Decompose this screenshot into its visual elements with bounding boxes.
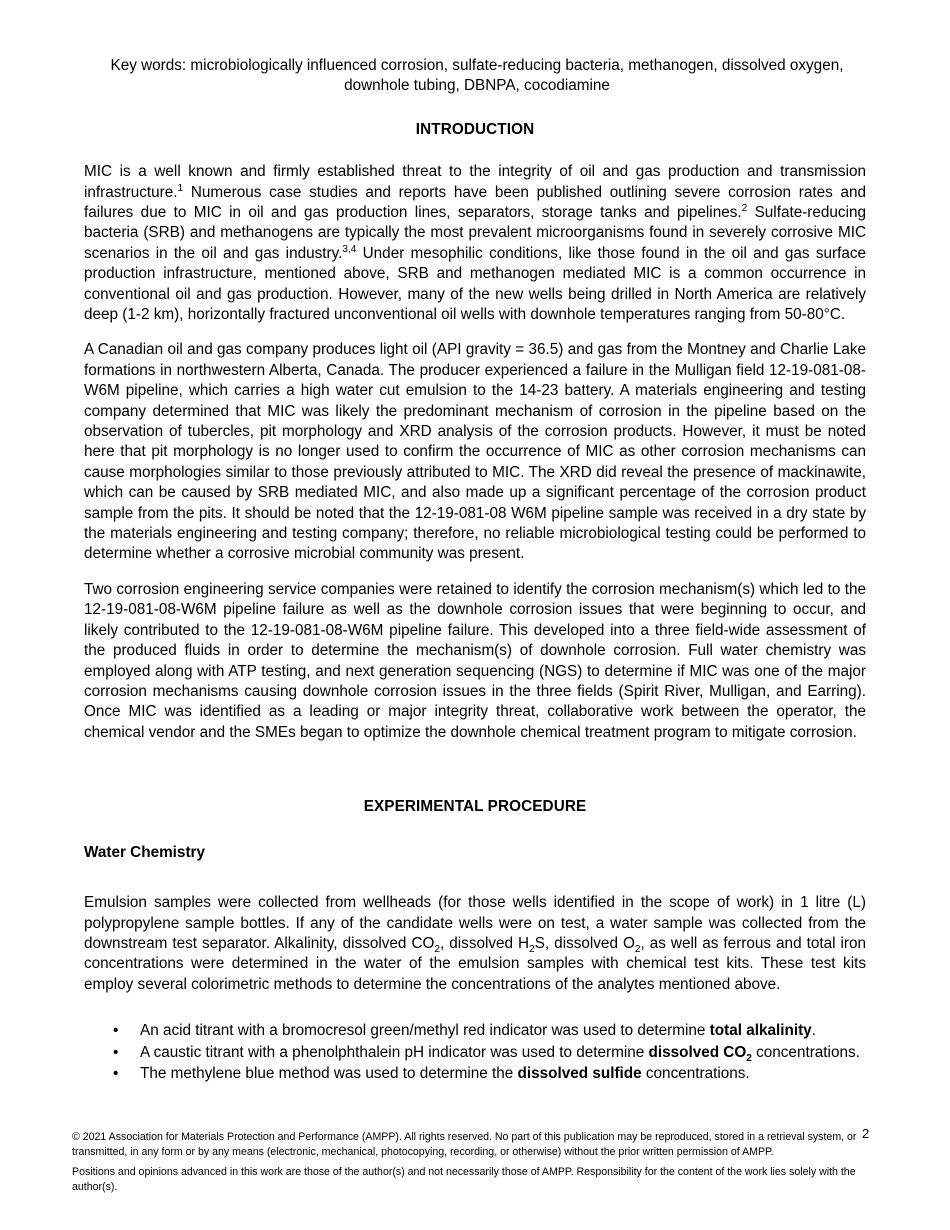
section-heading-experimental-procedure: EXPERIMENTAL PROCEDURE	[363, 798, 587, 816]
page-number: 2	[862, 1126, 870, 1141]
list-item-label: An acid titrant with a bromocresol green/methyl red indicator was used to determine total alkalinity.	[140, 1022, 816, 1040]
page-footer	[72, 1130, 862, 1195]
paragraph-water-chemistry-1: Emulsion samples were collected from wellheads (for those wells identified in the scope of work) in 1 litre (L) polypropylene sample bottles. If any of the candidate wells were on test, a water sample was collected from the downstream test separator. Alkalinity, dissolved $CO_2$, dissolved $H_2S$, dissolved $O_2$, as well as ferrous and total iron concentrations were determined in the water of the emulsion samples with chemical test kits. These test kits employ several colorimetric methods to determine the concentrations of the analytes mentioned above.	[84, 894, 867, 993]
footer-disclaimer: Positions and opinions advanced in this work are those of the author(s) and not necessarily those of AMPP. Responsibility for the content of the work lies solely with the author(s).	[72, 1166, 856, 1194]
paragraph-intro-3: Two corrosion engineering service companies were retained to identify the corrosion mechanism(s) which led to the 12-19-081-08-W6M pipeline failure as well as the downhole corrosion issues that were beginning to occur, and likely contributed to the 12-19-081-08-W6M pipeline failure. This developed into a three field-wide assessment of the produced fluids in order to determine the mechanism(s) of downhole corrosion. Full water chemistry was employed along with ATP testing, and next generation sequencing (NGS) to determine if MIC was one of the major corrosion mechanisms causing downhole corrosion issues in the three fields (Spirit River, Mulligan, and Earring). Once MIC was identified as a leading or major integrity threat, collaborative work between the operator, the chemical vendor and the SMEs began to optimize the downhole chemical treatment program to mitigate corrosion.	[84, 580, 866, 741]
water-chemistry-method-list	[84, 1021, 866, 1084]
section-heading-introduction: INTRODUCTION	[415, 121, 535, 139]
footer-copyright: © 2021 Association for Materials Protection and Performance (AMPP). All rights reserved. No part of this publication may be reproduced, stored in a retrieval system, or transmitted, in any form or by any means (electronic, mechanical, photocopying, recording, or otherwise) without the prior written permission of AMPP.	[72, 1131, 857, 1159]
paragraph-intro-2: A Canadian oil and gas company produces light oil (API gravity = 36.5) and gas from the Montney and Charlie Lake formations in northwestern Alberta, Canada. The producer experienced a failure in the Mulligan field 12-19-081-08-W6M pipeline, which carries a high water cut emulsion to the 14-23 battery. A materials engineering and testing company determined that MIC was likely the predominant mechanism of corrosion in the pipeline based on the observation of tubercles, pit morphology and XRD analysis of the corrosion products. However, it must be noted here that pit morphology is no longer used to confirm the occurrence of MIC as other corrosion mechanisms can cause morphologies similar to those previously attributed to MIC. The XRD did reveal the presence of mackinawite, which can be caused by SRB mediated MIC, and also made up a significant percentage of the corrosion product sample from the pits. It should be noted that the 12-19-081-08 W6M pipeline sample was received in a dry state by the materials engineering and testing company; therefore, no reliable microbiological testing could be performed to determine whether a corrosive microbial community was present.	[84, 341, 866, 563]
bullet-icon: •	[113, 1022, 119, 1040]
list-item	[84, 1064, 866, 1084]
list-item-label: A caustic titrant with a phenolphthalein pH indicator was used to determine dissolved $CO_2$ concentrations.	[140, 1043, 860, 1064]
list-item	[84, 1021, 866, 1041]
paragraph-intro-1: MIC is a well known and firmly established threat to the integrity of oil and gas production and transmission infrastructure.$^1$ Numerous case studies and reports have been published outlining severe corrosion rates and failures due to MIC in oil and gas production lines, separators, storage tanks and pipelines.$^2$ Sulfate-reducing bacteria (SRB) and methanogens are typically the most prevalent microorganisms found in severely corrosive MIC scenarios in the oil and gas industry.$^{3,4}$ Under mesophilic conditions, like those found in the oil and gas surface production infrastructure, mentioned above, SRB and methanogen mediated MIC is a common occurrence in conventional oil and gas production. However, many of the new wells being drilled in North America are relatively deep (1-2 km), horizontally fractured unconventional oil wells with downhole temperatures ranging from 50-80°C.	[84, 163, 866, 323]
list-item	[84, 1043, 866, 1063]
sub-heading-water-chemistry: Water Chemistry	[84, 844, 205, 862]
bullet-icon: •	[113, 1064, 119, 1082]
keywords-line: Key words: microbiologically influenced corrosion, sulfate-reducing bacteria, methanogen, dissolved oxygen, downhole tubing, DBNPA, cocodiamine	[110, 57, 844, 94]
list-item-label: The methylene blue method was used to determine the dissolved sulfide concentrations.	[140, 1064, 750, 1082]
bullet-icon: •	[113, 1043, 119, 1061]
page-content	[84, 0, 866, 1085]
